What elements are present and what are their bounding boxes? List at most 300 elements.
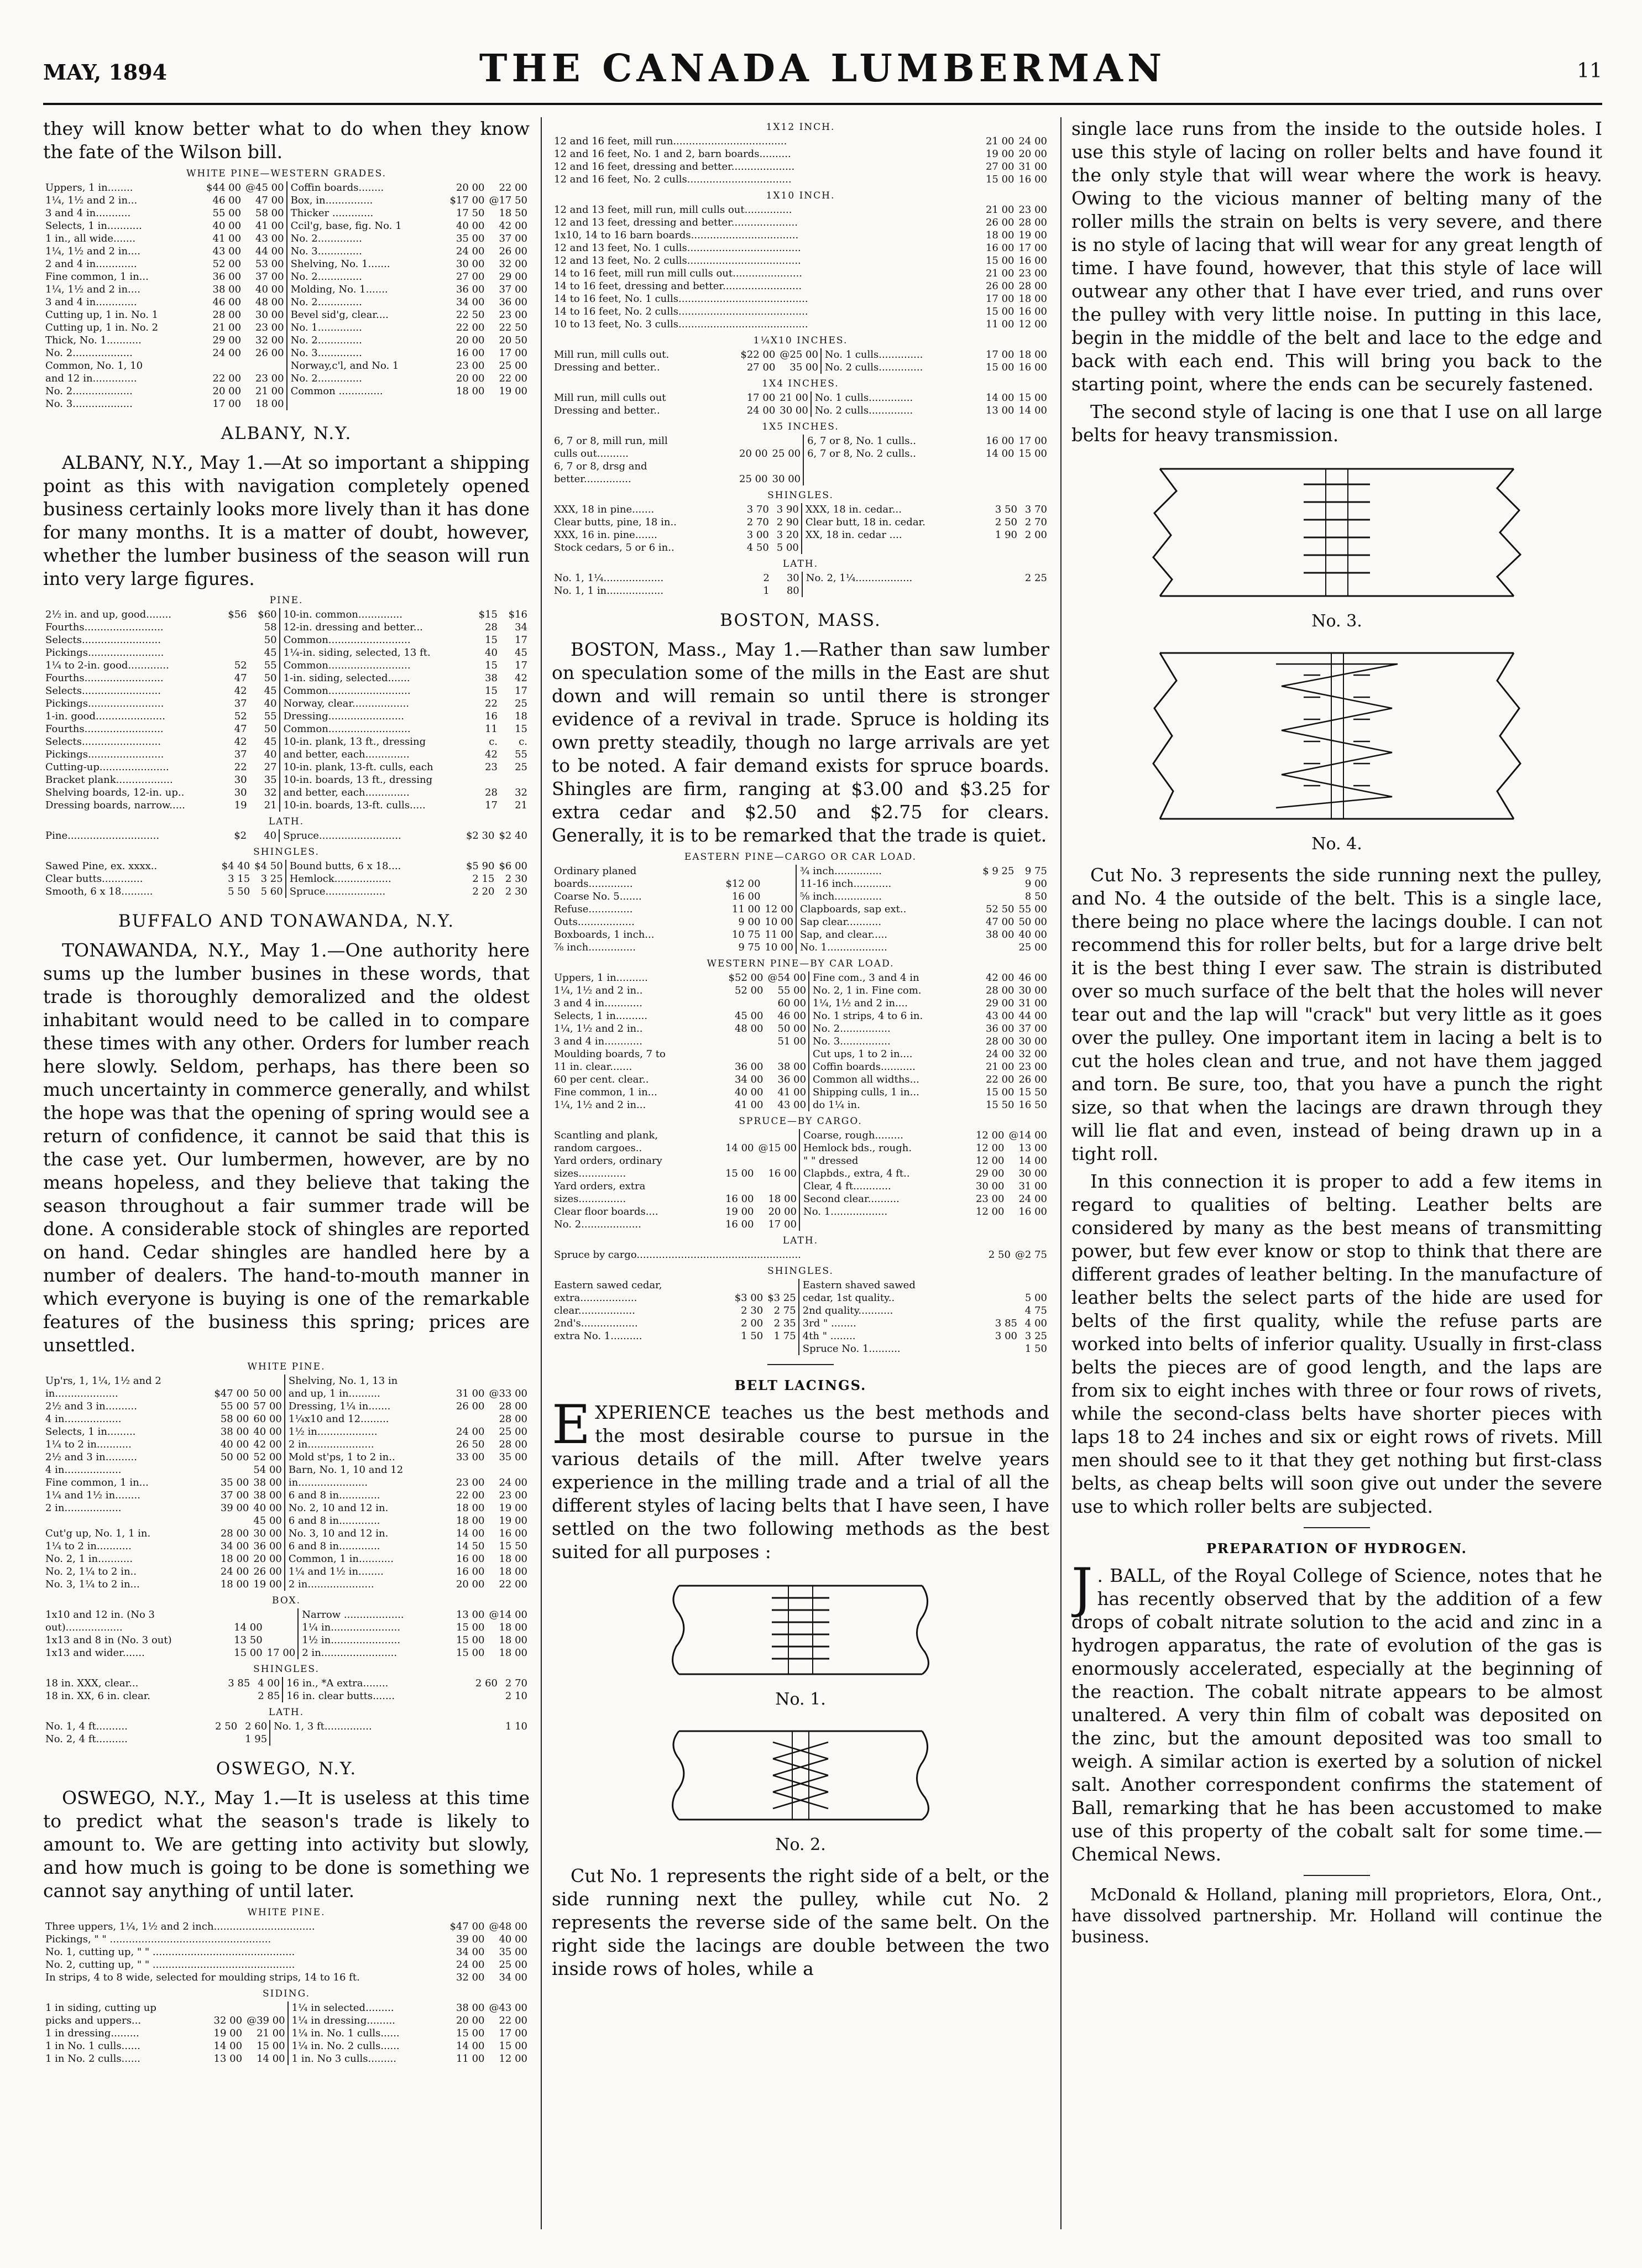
table-cell: 29 00	[499, 271, 527, 283]
table-cell: @54 00	[767, 972, 807, 984]
table-row	[43, 1578, 530, 1591]
table-cell: @14 00	[1008, 1130, 1047, 1141]
table-cell: $2 40	[499, 830, 527, 842]
table-cell: 28 00	[499, 1439, 527, 1450]
table-cell	[974, 1218, 1007, 1231]
table-cell: $4 40	[221, 860, 250, 872]
price-table-heading: 1X10 INCH.	[766, 190, 835, 201]
table-cell: Outs..................	[554, 916, 635, 928]
table-cell: 2 50	[215, 1721, 238, 1732]
table-cell	[219, 646, 249, 659]
table-cell: 47 00	[985, 916, 1015, 928]
table-cell: 1 95	[245, 1733, 268, 1745]
price-table	[43, 181, 530, 410]
table-cell	[251, 1375, 285, 1387]
table-cell: 17 50	[456, 207, 485, 219]
table-cell: 2½ and 3 in..........	[45, 1451, 137, 1463]
table-cell: 48 00	[734, 1023, 764, 1034]
table-cell: 43 00	[777, 1099, 807, 1111]
table-cell: 52 00	[734, 985, 764, 996]
table-cell: 14 00	[985, 448, 1015, 459]
table-cell: 58	[264, 621, 277, 633]
table-cell: do 1¼ in.	[809, 1099, 984, 1111]
table-row	[552, 160, 1049, 173]
table-cell: 3 25	[1024, 1330, 1047, 1342]
table-cell: No. 3, 10 and 12 in.	[285, 1527, 454, 1540]
table-cell: 34 00	[734, 1074, 764, 1085]
table-cell: 23 00	[255, 373, 284, 384]
table-cell: 28	[485, 787, 498, 798]
table-cell: 16 00	[1018, 306, 1047, 317]
table-cell: extra..................	[554, 1292, 637, 1304]
table-row	[552, 318, 1049, 331]
table-cell: 32 00	[213, 2015, 243, 2026]
table-cell: @17 50	[489, 195, 527, 206]
table-cell: 50	[264, 634, 277, 646]
table-row	[43, 684, 530, 697]
table-cell	[990, 541, 1019, 554]
table-cell: 50	[264, 723, 277, 735]
figure-no-3	[1071, 458, 1602, 607]
table-cell: 40 00	[253, 1502, 282, 1514]
table-cell: 23 00	[499, 1490, 527, 1501]
table-cell: 5 60	[260, 886, 283, 897]
table-cell	[762, 877, 796, 890]
table-row	[43, 1933, 530, 1946]
table-cell: 2 50	[995, 516, 1017, 528]
table-cell: Fine common, 1 in...	[45, 271, 149, 283]
table-cell: Norway, clear..................	[280, 697, 470, 710]
table-cell: 19	[234, 799, 247, 811]
price-table-heading: BOX.	[272, 1595, 301, 1606]
table-cell: $22 00	[740, 349, 776, 360]
table-cell: $12 00	[725, 878, 761, 890]
price-table	[43, 860, 530, 898]
table-cell: 9 75	[1024, 865, 1047, 877]
price-table-heading: SIDING.	[263, 1988, 310, 1999]
table-cell: No. 1 culls..............	[821, 348, 984, 361]
table-cell: 17 00	[768, 1219, 797, 1230]
table-cell: 14 00	[1018, 1155, 1047, 1167]
table-cell: 18 00	[255, 398, 284, 410]
table-row	[552, 516, 1049, 529]
table-cell: No. 2...................	[45, 347, 133, 359]
table-cell: c.	[489, 736, 498, 748]
table-cell: 12 and 16 feet, No. 2 culls.................................	[554, 174, 792, 185]
table-cell	[43, 1514, 212, 1527]
table-cell: 20 00	[456, 373, 485, 384]
table-row	[43, 296, 530, 309]
table-cell: 48 00	[255, 296, 284, 308]
figure-caption: No. 2.	[775, 1835, 826, 1854]
article-belt-lacings-continued-2: single lace runs from the inside to the outside holes. I use this style of lacing on roller belts and have found it the only style that will wear where the work is heavy. Owing to the vicious manner of belting many of the roller mills the strain on belts is very severe, and there is no style of lacing that will wear for any great length of time. I have found, however, that this style of lace will outwear any other that I have ever tried, and runs over the pulley with very little noise. In putting in this lace, begin in the middle of the belt and lace to the edge and back with each end. This will bring you back to the starting point, where the ends can be securely fastened.	[1071, 118, 1602, 395]
figure-caption: No. 3.	[1311, 612, 1362, 631]
table-cell: Clapbds., extra, 4 ft..	[799, 1167, 974, 1180]
table-cell: 47	[234, 723, 247, 735]
article-paragraph: Cut No. 3 represents the side running next the pulley, and No. 4 the outside of the belt. This is a single lace, there being no place where the lacings double. I can not recommend this for roller belts, but for a large drive belt it is the best thing I ever saw. The strain is distributed over so much surface of the belt that the holes will never tear out and the lap will "crack" but very little as it goes over the pulley. One important item in lacing a belt is to cut the holes clean and true, and not have them jagged and torn. Be sure, too, that you have a punch the right size, so that when the lacings are drawn through they will lie flat and even, instead of being drawn up in a tight roll.	[1071, 864, 1602, 1164]
table-row	[43, 270, 530, 283]
table-row	[43, 1677, 530, 1690]
table-cell: 12 and 13 feet, No. 1 culls....................................	[554, 242, 801, 254]
table-cell: 34 00	[456, 1946, 485, 1958]
table-row	[552, 404, 1049, 417]
table-cell	[265, 1608, 299, 1621]
table-cell: Molding, No. 1.......	[287, 283, 448, 296]
table-cell: 37 00	[1018, 1023, 1047, 1034]
table-cell: 1¼ and 1½ in........	[45, 1490, 140, 1501]
table-row	[43, 735, 530, 748]
article-buffalo: TONAWANDA, N.Y., May 1.—One authority here sums up the lumber busines in these words, that trade is thoroughly demoralized and the oldest inhabitant would need to be called in to compare these times with any other. Orders for lumber reach here slowly. Seldom, perhaps, has there been so much uncertainty in commerce generally, and whilst the hope was that the opening of spring would see a return of confidence, it cannot be said that this is the case yet. Our lumbermen, however, are by no means hopeless, and they believe that taking the season throughout a fair summer trade will be done. A considerable stock of shingles are reported on hand. Cedar shingles are handled here by a number of dealers. The hand-to-mouth manner in which everyone is buying is one of the remarkable features of the business this spring; prices are unsettled.	[43, 939, 530, 1356]
table-row	[43, 385, 530, 398]
price-table-heading: 1X4 INCHES.	[762, 378, 839, 389]
table-row	[43, 1690, 530, 1702]
table-row	[552, 1205, 1049, 1218]
table-cell: 1x13 and wider.......	[45, 1647, 145, 1659]
table-cell: Spruce by cargo....................................................	[554, 1249, 801, 1261]
table-cell: 30 00	[780, 405, 808, 416]
table-cell: 27	[264, 761, 277, 773]
price-table	[552, 865, 1049, 954]
table-cell: 2½ in. and up, good........	[45, 609, 172, 620]
table-cell: 15	[485, 660, 498, 671]
table-cell: 18	[515, 710, 527, 722]
table-cell: 2 25	[1024, 572, 1047, 584]
table-cell: 3rd " ........	[799, 1317, 990, 1330]
table-cell	[552, 1342, 733, 1355]
table-cell: @43 00	[489, 2002, 527, 2014]
table-cell: Shelving, No. 1, 13 in	[285, 1375, 454, 1387]
table-cell: 45 00	[253, 1515, 282, 1527]
table-cell: 26 00	[985, 217, 1015, 228]
table-cell: ¾ inch...............	[796, 865, 980, 877]
table-cell: c.	[519, 736, 527, 748]
table-cell: 28 00	[499, 1400, 527, 1412]
table-cell: Coarse, rough.........	[799, 1129, 974, 1142]
table-cell: 16	[485, 710, 498, 722]
table-cell: 17	[515, 634, 527, 646]
table-cell: 25	[515, 761, 527, 773]
table-cell	[454, 1464, 487, 1476]
table-row	[552, 460, 1049, 473]
table-cell: Eastern shaved sawed	[799, 1279, 990, 1292]
table-row	[552, 135, 1049, 148]
table-cell: 30 00	[772, 473, 801, 485]
price-table	[552, 572, 1049, 597]
table-cell: 9 75	[738, 942, 761, 953]
table-cell: 24 00	[499, 1477, 527, 1488]
table-cell: No. 3................	[809, 1035, 984, 1048]
table-row	[43, 761, 530, 774]
table-cell: 14 to 16 feet, No. 2 culls.........................................	[554, 306, 808, 317]
table-cell: in....................	[45, 1388, 118, 1399]
table-cell: Coffin boards........	[287, 181, 448, 194]
price-table-heading: WESTERN PINE—BY CAR LOAD.	[707, 958, 895, 969]
article-paragraph: In this connection it is proper to add a few items in regard to qualities of belting. Leather belts are considered by many as the best means of transmitting power, but few ever know or stop to think that there are different grades of leather belting. In the manufacture of leather belts the select parts of the hide are used for belts of the first quality, while the refuse parts are worked into belts of inferior quality. Usually in first-class belts the pieces are of good length, and the laps are from six to eight inches with three or four rows of rivets, while the second-class belts have shorter pieces with laps 18 to 24 inches and six or eight rows of rivets. Mill men should see to it that they get nothing but first-class belts, as cheap belts will soon give out under the severe use to which roller belts are subjected.	[1071, 1170, 1602, 1517]
table-cell: 10-in. boards, 13 ft., dressing	[280, 774, 470, 786]
figure-no-1	[552, 1575, 1049, 1685]
table-cell: Pickings, " " ...................................................	[45, 1933, 271, 1945]
table-cell: 2 90	[776, 516, 799, 528]
table-cell: 40	[485, 647, 498, 659]
table-cell: Bevel sid'g, clear....	[287, 309, 448, 321]
table-cell: 15 00	[1018, 392, 1047, 404]
table-cell: No. 2 culls..............	[811, 404, 984, 417]
table-row	[552, 1035, 1049, 1048]
price-table-heading: WHITE PINE.	[247, 1361, 326, 1372]
table-cell	[212, 2002, 245, 2014]
table-cell: No. 2, 1 in. Fine com.	[809, 984, 984, 997]
table-cell: 28	[485, 621, 498, 633]
table-row	[43, 1476, 530, 1489]
table-cell: $6 00	[499, 860, 527, 872]
table-cell: random cargoes..	[554, 1142, 642, 1154]
table-row	[43, 283, 530, 296]
table-cell: Selects.........................	[45, 685, 161, 697]
table-row	[552, 391, 1049, 404]
table-cell: $2 30	[466, 830, 495, 842]
table-cell: 1-in. good......................	[45, 710, 165, 722]
table-cell: Dressing and better..	[554, 405, 660, 416]
table-cell: 27 00	[456, 271, 485, 283]
table-cell: 11 00	[985, 318, 1015, 330]
table-cell: Barn, No. 1, 10 and 12	[285, 1464, 454, 1476]
table-cell: 24 00	[212, 347, 242, 359]
table-cell: 12 and 13 feet, mill run, mill culls out...............	[554, 204, 792, 216]
article-belt-lacings-continued: Cut No. 1 represents the right side of a belt, or the side running next the pulley, while cut No. 2 represents the reverse side of the same belt. On the right side the lacings are double between the two inside rows of holes, while a	[552, 1865, 1049, 1979]
table-cell: 26 00	[499, 245, 527, 257]
table-cell: Cut'g up, No. 1, 1 in.	[45, 1528, 151, 1539]
table-cell: extra No. 1..........	[554, 1330, 642, 1342]
table-cell: Common ..............	[287, 385, 448, 398]
table-cell: 6 and 8 in.............	[285, 1514, 454, 1527]
table-cell: 15 00	[456, 1622, 485, 1633]
table-cell: Dressing, 1¼ in.......	[285, 1400, 454, 1413]
table-cell: 19 00	[499, 1502, 527, 1514]
table-cell: 22 00	[212, 373, 242, 384]
table-cell: No. 1, 4 ft..........	[45, 1721, 128, 1732]
table-cell: 20 00	[212, 385, 242, 397]
table-cell: 14 00	[257, 2053, 285, 2065]
table-cell: Pine.............................	[45, 830, 160, 842]
table-cell: $3 25	[767, 1292, 796, 1304]
table-row	[552, 1248, 1049, 1261]
price-table-heading: LATH.	[268, 816, 305, 827]
table-cell: 17 00	[212, 398, 242, 410]
table-cell: 16 00	[1018, 362, 1047, 373]
table-row	[552, 305, 1049, 318]
table-cell: 2 10	[505, 1690, 527, 1702]
table-cell: 13 00	[213, 2053, 243, 2065]
table-row	[552, 473, 1049, 485]
table-cell: 1¼ in. No. 1 culls......	[288, 2027, 454, 2040]
table-row	[43, 646, 530, 659]
table-cell: 55 00	[777, 985, 807, 996]
table-cell: 28 00	[1018, 280, 1047, 292]
table-cell: $ 9 25	[982, 865, 1015, 877]
table-cell: 2 60	[475, 1678, 498, 1689]
price-table	[43, 1720, 530, 1746]
table-cell: 16 00	[725, 1193, 754, 1205]
table-cell: 21 00	[255, 385, 284, 397]
table-cell: 30 00	[253, 1528, 282, 1539]
table-cell: 36 00	[253, 1540, 282, 1552]
table-cell: 27 00	[746, 362, 776, 373]
table-cell: 45	[264, 685, 277, 697]
table-cell: No. 2 culls..............	[821, 361, 984, 374]
table-cell: 21 00	[985, 268, 1015, 279]
belt-lacing-diagram-2	[657, 1720, 944, 1831]
table-cell	[733, 1279, 766, 1292]
table-cell: No. 2..............	[287, 372, 448, 385]
table-cell: 15 00	[985, 255, 1015, 266]
table-row	[43, 1920, 530, 1933]
table-cell: 19 00	[499, 1515, 527, 1527]
table-cell: ⅝ inch...............	[796, 890, 980, 903]
table-cell	[1016, 473, 1049, 485]
table-cell: Common, 1 in...........	[285, 1553, 454, 1565]
table-cell: 21 00	[985, 1061, 1015, 1073]
table-cell: 15 50	[985, 1099, 1015, 1111]
table-cell: 4 75	[1024, 1305, 1047, 1316]
table-cell: 13 00	[456, 1609, 485, 1621]
table-cell: 41 00	[212, 233, 242, 244]
table-cell: 47 00	[255, 195, 284, 206]
table-cell: 2 30	[741, 1305, 764, 1316]
table-cell: 19 00	[1018, 229, 1047, 241]
table-cell: 24 00	[746, 405, 776, 416]
table-cell: 22 00	[499, 373, 527, 384]
table-cell: 2 and 4 in.............	[45, 258, 137, 270]
table-cell: 26 50	[456, 1439, 485, 1450]
table-cell: 2 in..................	[45, 1502, 122, 1514]
table-cell	[219, 621, 249, 634]
table-cell: 10 75	[731, 929, 761, 940]
table-cell: 30	[234, 774, 247, 786]
table-cell: XXX, 16 in. pine.......	[554, 529, 657, 541]
table-cell: 23 00	[1018, 204, 1047, 216]
table-cell: 42 00	[499, 220, 527, 232]
table-row	[552, 1129, 1049, 1142]
table-cell: 1¼ in selected.........	[288, 2002, 454, 2014]
table-cell: 5 00	[776, 542, 799, 553]
table-cell: 6, 7 or 8, mill run, mill	[554, 435, 668, 447]
table-cell: 30 00	[1018, 1036, 1047, 1047]
price-table	[43, 2002, 530, 2065]
table-cell: 1¼, 1½ and 2 in....	[45, 245, 140, 257]
table-cell: 18 in. XX, 6 in. clear.	[45, 1690, 151, 1702]
table-cell	[726, 1035, 766, 1048]
table-cell: 3 15	[228, 873, 250, 885]
table-cell: 23 00	[1018, 268, 1047, 279]
table-cell: 30 00	[456, 258, 485, 270]
table-cell: 10-in. common..............	[280, 608, 470, 621]
table-cell: 24 00	[456, 1959, 485, 1971]
table-cell: 39 00	[220, 1502, 249, 1514]
table-row	[43, 723, 530, 735]
table-cell: 11 in. clear.......	[554, 1061, 632, 1073]
table-cell: 14 00	[456, 2040, 485, 2052]
table-row	[43, 232, 530, 245]
table-cell: 22 00	[985, 1074, 1015, 1085]
table-cell: 22 50	[456, 309, 485, 321]
table-cell: Shipping culls, 1 in...	[809, 1086, 984, 1099]
table-row	[552, 203, 1049, 216]
price-table-heading: WHITE PINE.	[247, 1907, 326, 1918]
table-cell: 55	[264, 660, 277, 671]
table-cell: 40 00	[734, 1086, 764, 1098]
table-cell: 42 00	[985, 972, 1015, 984]
intro-paragraph: they will know better what to do when they know the fate of the Wilson bill.	[43, 118, 530, 163]
table-cell	[990, 1342, 1019, 1355]
table-cell	[1019, 584, 1049, 597]
table-row	[43, 1375, 530, 1387]
figure-no-2	[552, 1720, 1049, 1831]
table-cell: 18 00	[456, 385, 485, 397]
publication-title: THE CANADA LUMBERMAN	[479, 46, 1167, 91]
table-cell: 12-in. dressing and better...	[280, 621, 470, 634]
table-cell: 4th " ........	[799, 1330, 990, 1342]
table-cell: 25 00	[1018, 942, 1047, 953]
table-cell: 18 00	[499, 1634, 527, 1646]
table-cell: 53 00	[255, 258, 284, 270]
table-cell	[265, 1621, 299, 1634]
table-cell: 32 00	[255, 335, 284, 346]
table-row	[43, 1413, 530, 1425]
table-cell: better...............	[554, 473, 631, 485]
table-row	[43, 2040, 530, 2052]
table-cell: 15 00	[725, 1168, 754, 1179]
table-cell: 1¼-in. siding, selected, 13 ft.	[280, 646, 470, 659]
table-row	[43, 1400, 530, 1413]
table-cell: 1¼ to 2 in...........	[45, 1540, 132, 1552]
section-divider	[1304, 1527, 1370, 1528]
table-cell	[723, 1154, 756, 1167]
table-row	[43, 1553, 530, 1565]
table-cell: 18 00	[1018, 349, 1047, 360]
table-cell: 15 00	[985, 306, 1015, 317]
table-cell: 1¼, 1½ and 2 in....	[45, 284, 140, 295]
price-table-heading: SHINGLES.	[253, 1664, 320, 1675]
table-cell: 28 00	[985, 1036, 1015, 1047]
table-cell: 60 00	[777, 997, 807, 1009]
table-cell: 16 00	[1018, 1206, 1047, 1217]
table-row	[43, 748, 530, 761]
table-cell	[984, 473, 1017, 485]
table-cell: 16 00	[499, 1528, 527, 1539]
table-cell: 1¼, 1½ and 2 in....	[809, 997, 984, 1010]
table-row	[43, 829, 530, 842]
table-cell	[765, 1342, 799, 1355]
table-cell: 18 00	[499, 1647, 527, 1659]
table-cell	[803, 473, 984, 485]
table-cell: @2 75	[1015, 1249, 1047, 1261]
price-table-heading: LATH.	[782, 1235, 819, 1246]
table-cell: 1 50	[1024, 1343, 1047, 1355]
table-cell: 3 and 4 in............	[554, 997, 642, 1009]
price-table	[552, 203, 1049, 331]
table-cell	[980, 941, 1016, 954]
table-cell	[470, 1720, 500, 1733]
article-hydrogen	[1071, 1557, 1602, 1866]
table-cell: 29 00	[212, 335, 242, 346]
table-cell: 11	[485, 723, 498, 735]
table-cell: Moulding boards, 7 to	[554, 1048, 666, 1060]
table-row	[552, 941, 1049, 954]
table-cell: @33 00	[489, 1388, 527, 1399]
table-cell: cedar, 1st quality..	[799, 1292, 990, 1304]
table-cell: Fourths.........................	[45, 723, 164, 735]
table-cell	[756, 1129, 799, 1142]
